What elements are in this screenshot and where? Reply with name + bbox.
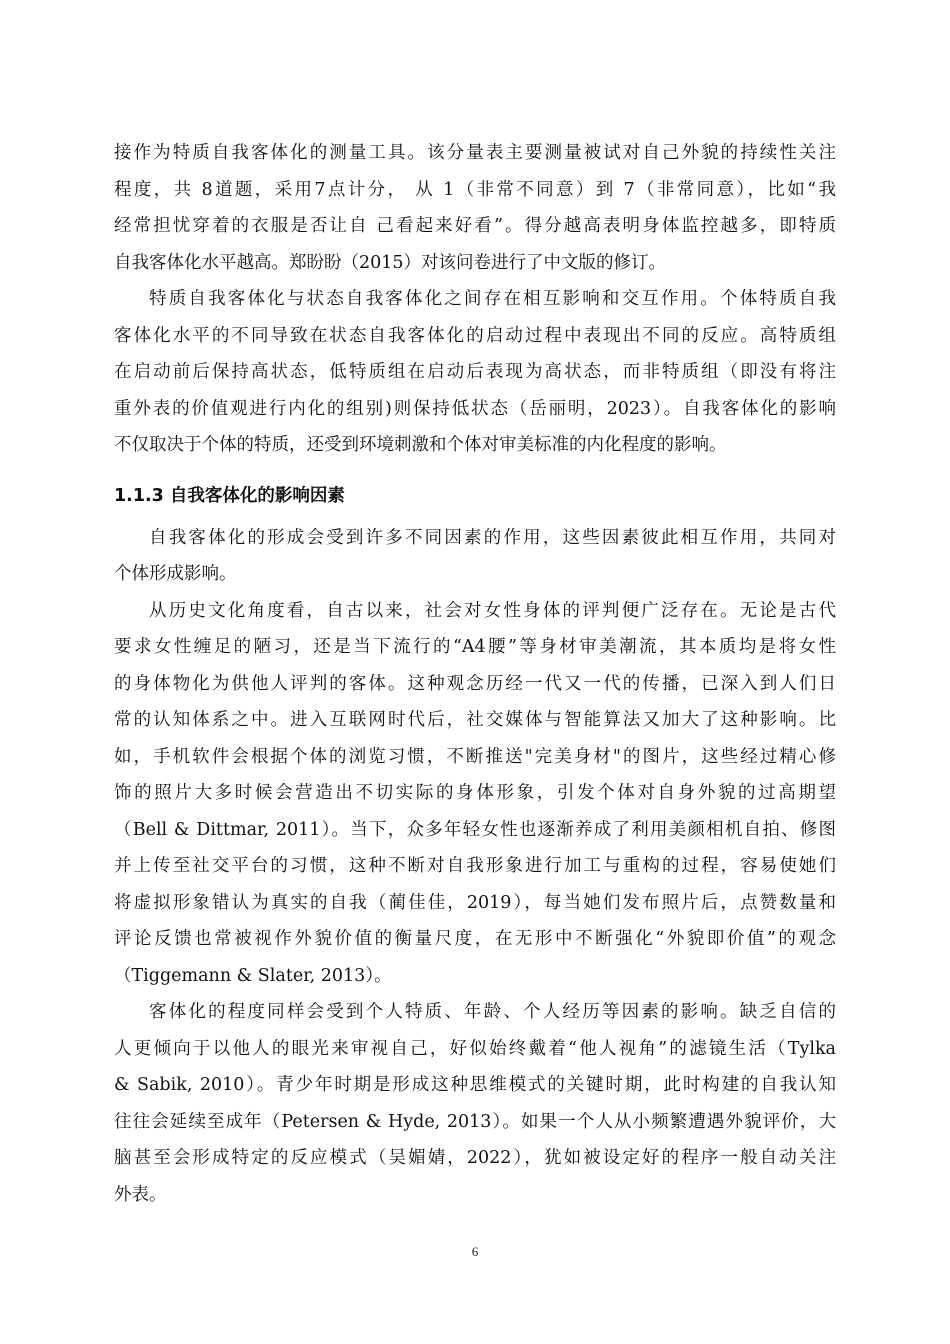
text-line: 将虚拟形象错认为真实的自我（蔺佳佳，2019），每当她们发布照片后，点赞数量和 — [114, 892, 836, 913]
text-line: 要求女性缠足的陋习，还是当下流行的“A4腰”等身材审美潮流，其本质均是将女性 — [114, 637, 836, 657]
paragraph — [114, 593, 836, 995]
paragraph — [114, 520, 836, 593]
page-number: 6 — [471, 1244, 479, 1259]
text-line: 饰的照片大多时候会营造出不切实际的身体形象，引发个体对自身外貌的过高期望 — [114, 783, 836, 803]
text-line: 在启动前后保持高状态，低特质组在启动后表现为高状态，而非特质组（即没有将注 — [114, 362, 836, 382]
text-line: 如，手机软件会根据个体的浏览习惯，不断推送"完美身材"的图片，这些经过精心修 — [114, 746, 836, 767]
text-line: 并上传至社交平台的习惯，这种不断对自我形象进行加工与重构的过程，容易使她们 — [114, 856, 836, 876]
section-heading: 1.1.3 自我客体化的影响因素 — [114, 485, 345, 506]
text-line: & Sabik, 2010）。青少年时期是形成这种思维模式的关键时期，此时构建的自我认知 — [114, 1075, 836, 1095]
text-line: 特质自我客体化与状态自我客体化之间存在相互影响和交互作用。个体特质自我 — [149, 289, 836, 309]
paragraph — [114, 994, 836, 1213]
text-line: 个体形成影响。 — [114, 564, 237, 584]
text-line: 接作为特质自我客体化的测量工具。该分量表主要测量被试对自己外貌的持续性关注 — [114, 143, 836, 163]
text-line: 外表。 — [114, 1184, 167, 1205]
text-line: 自我客体化的形成会受到许多不同因素的作用，这些因素彼此相互作用，共同对 — [149, 527, 836, 548]
text-line: 自我客体化水平越高。郑盼盼（2015）对该问卷进行了中文版的修订。 — [114, 252, 667, 273]
text-line: 评论反馈也常被视作外貌价值的衡量尺度，在无形中不断强化“外貌即价值”的观念 — [114, 929, 836, 949]
text-line: 脑甚至会形成特定的反应模式（吴媚婧，2022），犹如被设定好的程序一般自动关注 — [114, 1148, 836, 1168]
page-body — [114, 135, 836, 1213]
text-line: 不仅取决于个体的特质，还受到环境刺激和个体对审美标准的内化程度的影响。 — [114, 435, 727, 455]
paragraph — [114, 281, 836, 464]
text-line: 程度，共 8道题，采用7点计分， 从 1（非常不同意）到 7（非常同意），比如“我 — [114, 179, 836, 200]
text-line: （Bell & Dittmar, 2011）。当下，众多年轻女性也逐渐养成了利用美颜相机自拍、修图 — [114, 819, 836, 840]
text-line: 常的认知体系之中。进入互联网时代后，社交媒体与智能算法又加大了这种影响。比 — [114, 710, 836, 730]
text-line: 客体化的程度同样会受到个人特质、年龄、个人经历等因素的影响。缺乏自信的 — [149, 1002, 836, 1022]
text-line: 重外表的价值观进行内化的组别)则保持低状态（岳丽明，2023）。自我客体化的影响 — [114, 398, 836, 419]
text-line: 人更倾向于以他人的眼光来审视自己，好似始终戴着“他人视角”的滤镜生活（Tylka — [114, 1038, 836, 1059]
text-line: 往往会延续至成年（Petersen & Hyde, 2013）。如果一个人从小频繁遭遇外貌评价，大 — [114, 1111, 836, 1132]
text-line: 经常担忧穿着的衣服是否让自 己看起来好看”。得分越高表明身体监控越多，即特质 — [114, 216, 836, 236]
text-line: 从历史文化角度看，自古以来，社会对女性身体的评判便广泛存在。无论是古代 — [149, 600, 836, 621]
text-line: 客体化水平的不同导致在状态自我客体化的启动过程中表现出不同的反应。高特质组 — [114, 325, 836, 346]
text-line: 的身体物化为供他人评判的客体。这种观念历经一代又一代的传播，已深入到人们日 — [114, 673, 836, 694]
text-line: （Tiggemann & Slater, 2013）。 — [114, 965, 392, 986]
paragraph — [114, 135, 836, 281]
